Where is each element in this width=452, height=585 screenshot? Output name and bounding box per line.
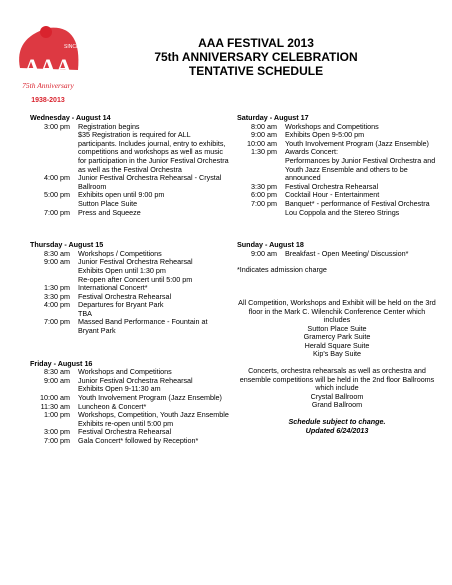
ballroom-info: Concerts, orchestra rehearsals as well as orchestra and ensemble competitions will be held in the 2nd floor Ballrooms which include Crystal Ballroom Grand Ballroom bbox=[239, 366, 435, 410]
item-event: Gala Concert* followed by Reception* bbox=[78, 436, 199, 445]
item-time: 10:00 am bbox=[40, 393, 70, 403]
item-time: 10:00 am bbox=[247, 138, 277, 148]
item-event: Youth Involvement Program (Jazz Ensemble) bbox=[78, 393, 222, 403]
item-time: 1:30 pm bbox=[44, 283, 70, 293]
schedule-item bbox=[30, 318, 230, 335]
logo-since-text: SINCE 1938 bbox=[64, 44, 92, 50]
item-time: 9:00 am bbox=[44, 375, 70, 385]
item-event: Festival Orchestra Rehearsal bbox=[78, 291, 172, 301]
item-time: 7:00 pm bbox=[44, 317, 70, 327]
item-event: Youth Involvement Program (Jazz Ensemble) bbox=[285, 138, 429, 148]
schedule-item bbox=[30, 437, 230, 446]
header-line-2: 75th ANNIVERSARY CELEBRATION bbox=[154, 50, 358, 64]
item-time: 6:00 pm bbox=[251, 190, 277, 200]
item-time: 3:00 pm bbox=[44, 427, 70, 437]
logo-anniversary-text: 75th Anniversary bbox=[22, 81, 74, 90]
schedule-item bbox=[30, 123, 230, 175]
item-event: Festival Orchestra Rehearsal bbox=[285, 181, 379, 191]
item-time: 8:30 am bbox=[44, 367, 70, 377]
item-event: Registration begins $35 Registration is required for ALL participants. Includes journal, entry to exhibits, competitions and workshops as well as music for participation in the Junior Festival Orchestra as well as the Festival Orchestra bbox=[78, 121, 229, 174]
item-time: 7:00 pm bbox=[251, 198, 277, 208]
item-time: 1:30 pm bbox=[251, 147, 277, 157]
header-line-3: TENTATIVE SCHEDULE bbox=[188, 64, 324, 78]
item-time: 7:00 pm bbox=[44, 207, 70, 217]
locations-info: All Competition, Workshops and Exhibit will be held on the 3rd floor in the Mark C. Wilenchik Conference Center which includes Sutton Place Suite Gramercy Park Suite Herald Square Suite Kip's Bay Suite bbox=[238, 297, 436, 359]
item-event: Exhibits open until 9:00 pm Sutton Place Suite bbox=[78, 190, 165, 208]
item-event: Cocktail Hour - Entertainment bbox=[285, 190, 380, 200]
item-time: 1:00 pm bbox=[44, 410, 70, 420]
schedule-item bbox=[237, 200, 437, 217]
admission-footnote: *Indicates admission charge bbox=[237, 265, 327, 275]
schedule-item bbox=[237, 250, 437, 259]
item-event: Massed Band Performance - Fountain at Bryant Park bbox=[78, 317, 208, 336]
schedule-item bbox=[30, 301, 230, 318]
schedule-item bbox=[30, 174, 230, 191]
item-event: Departures for Bryant Park TBA bbox=[78, 300, 164, 318]
schedule-item bbox=[30, 411, 230, 428]
schedule-item bbox=[30, 258, 230, 284]
right-schedule-column bbox=[237, 114, 437, 435]
logo-years-text: 1938-2013 bbox=[31, 97, 65, 104]
item-event: Junior Festival Orchestra Rehearsal - Crystal Ballroom bbox=[78, 173, 222, 191]
item-event: Junior Festival Orchestra Rehearsal Exhibits Open 9-11:30 am bbox=[78, 375, 193, 394]
left-schedule-column bbox=[30, 114, 230, 446]
updated-date: Updated 6/24/2013 bbox=[305, 425, 369, 435]
item-time: 7:00 pm bbox=[44, 436, 70, 445]
item-event: Awards Concert: Performances by Junior Festival Orchestra and Youth Jazz Ensemble and others to be announced bbox=[285, 147, 436, 183]
item-time: 11:30 am bbox=[40, 401, 70, 411]
schedule-item bbox=[30, 209, 230, 218]
item-event: Banquet* - performance of Festival Orchestra Lou Coppola and the Stereo Strings bbox=[285, 198, 430, 217]
subject-to-change-note: Schedule subject to change. bbox=[288, 417, 386, 427]
item-event: Workshops / Competitions bbox=[78, 248, 162, 258]
svg-text:AAA: AAA bbox=[24, 54, 72, 79]
item-time: 8:00 am bbox=[251, 121, 277, 131]
header-line-1: AAA FESTIVAL 2013 bbox=[198, 36, 314, 50]
item-time: 3:00 pm bbox=[44, 121, 70, 131]
item-event: International Concert* bbox=[78, 283, 148, 293]
item-event: Breakfast - Open Meeting/ Discussion* bbox=[285, 248, 409, 258]
day-heading: Friday - August 16 bbox=[30, 358, 93, 368]
item-time: 5:00 pm bbox=[44, 190, 70, 200]
schedule-item bbox=[30, 377, 230, 394]
item-event: Luncheon & Concert* bbox=[78, 401, 147, 411]
item-time: 8:30 am bbox=[44, 248, 70, 258]
page-header bbox=[0, 36, 452, 78]
item-event: Press and Squeeze bbox=[78, 207, 141, 217]
item-event: Festival Orchestra Rehearsal bbox=[78, 427, 172, 437]
item-time: 3:30 pm bbox=[251, 181, 277, 191]
item-time: 9:00 am bbox=[251, 248, 277, 258]
item-event: Workshops, Competition, Youth Jazz Ensemble Exhibits re-open until 5:00 pm bbox=[78, 410, 229, 428]
item-event: Workshops and Competitions bbox=[285, 121, 379, 131]
item-event: Workshops and Competitions bbox=[78, 367, 172, 377]
day-heading: Wednesday - August 14 bbox=[30, 113, 111, 122]
day-heading: Saturday - August 17 bbox=[237, 113, 309, 122]
item-time: 4:00 pm bbox=[44, 173, 70, 183]
schedule-item bbox=[30, 191, 230, 208]
item-time: 9:00 am bbox=[44, 257, 70, 267]
right-days bbox=[237, 114, 437, 258]
item-time: 3:30 pm bbox=[44, 291, 70, 301]
item-event: Exhibits Open 9-5:00 pm bbox=[285, 130, 365, 140]
day-heading: Sunday - August 18 bbox=[237, 240, 304, 250]
item-time: 9:00 am bbox=[251, 130, 277, 140]
day-heading: Thursday - August 15 bbox=[30, 240, 104, 250]
item-event: Junior Festival Orchestra Rehearsal Exhibits Open until 1:30 pm Re-open after Concert until 5:00 pm bbox=[78, 257, 193, 284]
item-time: 4:00 pm bbox=[44, 300, 70, 310]
schedule-item bbox=[237, 148, 437, 182]
